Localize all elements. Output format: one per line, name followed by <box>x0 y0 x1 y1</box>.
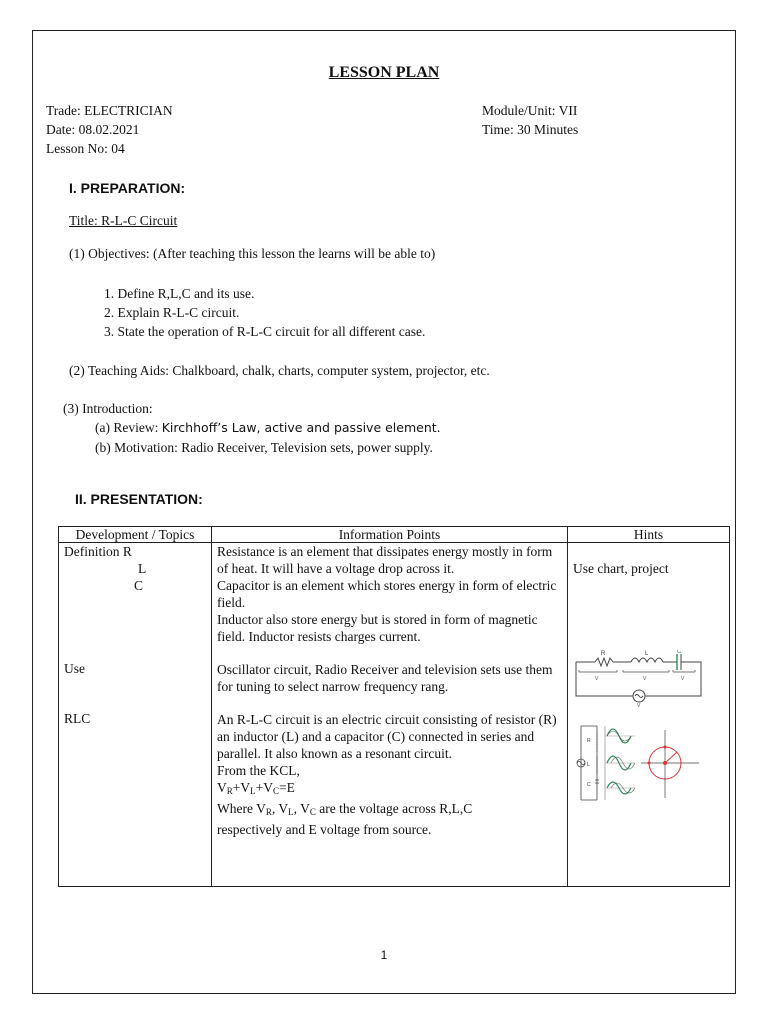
column-header: Information Points <box>212 527 568 543</box>
info-where: Where $V_R$, $V_L$, $V_C$ are the voltage across R,L,C <box>217 801 473 817</box>
page-title: LESSON PLAN <box>328 64 440 81</box>
diagram-label-vr: V <box>595 676 599 682</box>
date: Date: 08.02.2021 <box>46 122 140 137</box>
diagram-label-l: L <box>645 651 649 657</box>
module-unit: Module/Unit: VII <box>482 103 578 118</box>
info-inductor: Inductor also store energy but is stored in form of magnetic field. Inductor resists charges current. <box>217 612 538 644</box>
info-capacitor: Capacitor is an element which stores energy in form of electric field. <box>217 578 557 610</box>
diagram-label-vl: V <box>643 676 647 682</box>
hint-use-chart: Use chart, project <box>573 561 669 576</box>
motivation-line: (b) Motivation: Radio Receiver, Television sets, power supply. <box>95 440 433 455</box>
hints-cell <box>568 543 730 887</box>
waveform-label-l: L <box>587 762 590 768</box>
topic-definition-l: L <box>138 561 147 576</box>
objective-item: 1. Define R,L,C and its use. <box>104 286 255 301</box>
preparation-heading: I. PREPARATION: <box>69 180 186 196</box>
trade: Trade: ELECTRICIAN <box>46 103 173 118</box>
time: Time: 30 Minutes <box>482 122 579 137</box>
diagram-label-c: C <box>677 650 682 655</box>
waveform-label-r: R <box>587 738 591 744</box>
review-prefix: (a) Review: <box>95 420 162 435</box>
teaching-aids: (2) Teaching Aids: Chalkboard, chalk, charts, computer system, projector, etc. <box>69 363 490 378</box>
diagram-label-vc: V <box>681 676 685 682</box>
topics-cell <box>59 543 212 887</box>
introduction-label: (3) Introduction: <box>63 401 153 416</box>
objective-item: 3. State the operation of R-L-C circuit for all different case. <box>104 324 426 339</box>
topic-rlc: RLC <box>64 711 91 726</box>
presentation-heading: II. PRESENTATION: <box>75 491 203 507</box>
information-cell <box>212 543 568 887</box>
topic-definition-c: C <box>134 578 144 593</box>
rlc-series-circuit-diagram <box>573 650 705 708</box>
topic-use: Use <box>64 661 85 676</box>
diagram-label-vs: V <box>637 703 641 708</box>
review-line <box>95 420 441 436</box>
column-header: Hints <box>568 527 730 543</box>
diagram-label-r: R <box>601 651 606 657</box>
info-kcl: From the KCL, <box>217 763 300 778</box>
review-text: Kirchhoff’s Law, active and passive element. <box>161 420 441 435</box>
rlc-waveform-phasor-diagram <box>573 722 705 804</box>
info-use: Oscillator circuit, Radio Receiver and television sets use them for tuning to select narrow frequency rang. <box>217 662 553 694</box>
info-equation: $V_R+V_L+V_C=E$ <box>217 780 295 796</box>
objective-item: 2. Explain R-L-C circuit. <box>104 305 240 320</box>
waveform-label-c: C <box>587 782 591 788</box>
page-number: 1 <box>380 948 388 962</box>
info-where-2: respectively and E voltage from source. <box>217 822 432 837</box>
column-header: Development / Topics <box>59 527 212 543</box>
info-rlc: An R-L-C circuit is an electric circuit consisting of resistor (R) an inductor (L) and a capacitor (C) connected in series and parallel. It also known as a resonant circuit. <box>217 712 557 761</box>
lesson-title: Title: R-L-C Circuit <box>69 213 178 228</box>
objectives-intro: (1) Objectives: (After teaching this lesson the learns will be able to) <box>69 246 436 261</box>
topic-definition: Definition R <box>64 544 132 559</box>
presentation-table <box>58 526 730 887</box>
info-resistance: Resistance is an element that dissipates energy mostly in form of heat. It will have a voltage drop across it. <box>217 544 553 576</box>
lesson-number: Lesson No: 04 <box>46 141 125 156</box>
